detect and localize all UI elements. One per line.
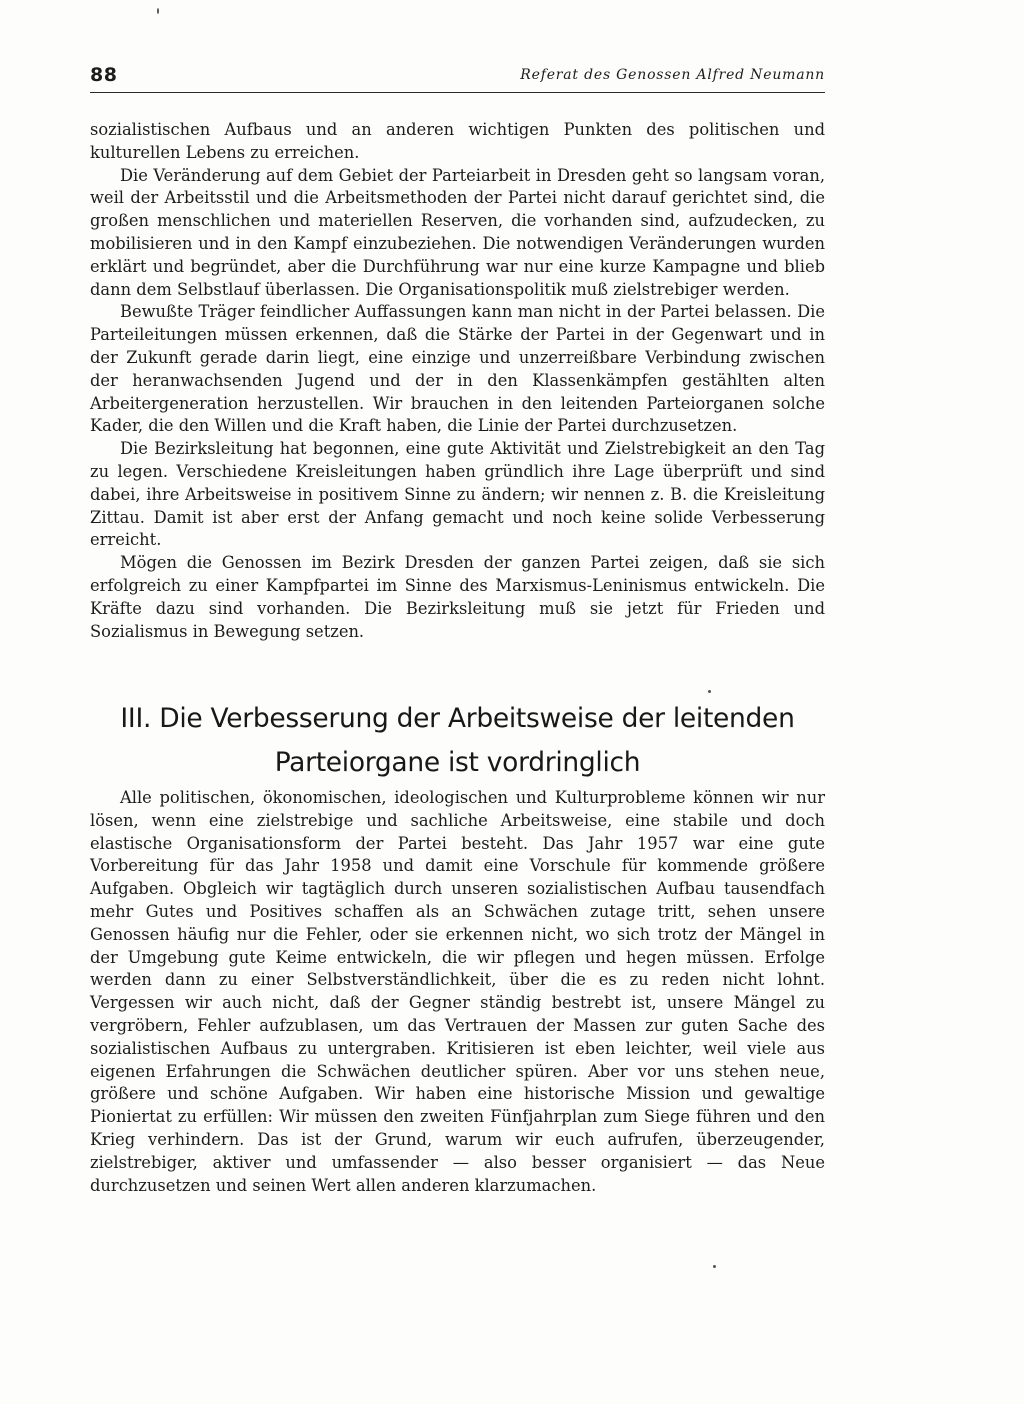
section-heading [90,697,825,785]
section-heading-line: Parteiorgane ist vordringlich [274,747,641,778]
scan-speck [708,690,711,693]
paragraph: Die Bezirksleitung hat begonnen, eine gute Aktivität und Zielstrebigkeit an den Tag zu legen. Verschiedene Kreisleitungen haben gründlich ihre Lage überprüft und sind dabei, ihre Arbeitsweise in positivem Sinne zu ändern; wir nennen z. B. die Kreisleitung Zittau. Damit ist aber erst der Anfang gemacht und noch keine solide Verbesserung erreicht. [90,439,825,550]
lower-text-block [90,787,825,1197]
page-number: 88 [90,64,118,86]
scan-speck [157,8,159,14]
upper-text-block [90,119,825,643]
paragraph: sozialistischen Aufbaus und an anderen wichtigen Punkten des politischen und kulturellen Lebens zu erreichen. [90,120,825,162]
running-head: Referat des Genossen Alfred Neumann [520,67,825,83]
paragraph: Mögen die Genossen im Bezirk Dresden der ganzen Partei zeigen, daß sie sich erfolgreich zu einer Kampfpartei im Sinne des Marxismus-Leninismus entwickeln. Die Kräfte dazu sind vorhanden. Die Bezirksleitung muß sie jetzt für Frieden und Sozialismus in Bewegung setzen. [90,553,825,641]
paragraph: Die Veränderung auf dem Gebiet der Parteiarbeit in Dresden geht so langsam voran, weil der Arbeitsstil und die Arbeitsmethoden der Partei nicht darauf gerichtet sind, die großen menschlichen und materiellen Reserven, die vorhanden sind, aufzudecken, zu mobilisieren und in den Kampf einzubeziehen. Die notwendigen Veränderungen wurden erklärt und begründet, aber die Durchführung war nur eine kurze Kampagne und blieb dann dem Selbstlauf überlassen. Die Organisationspolitik muß zielstrebiger werden. [90,165,825,299]
paragraph: Bewußte Träger feindlicher Auffassungen kann man nicht in der Partei belassen. Die Parteileitungen müssen erkennen, daß die Stärke der Partei in der Gegenwart und in der Zukunft gerade darin liegt, eine einzige und unzerreißbare Verbindung zwischen der heranwachsenden Jugend und der in den Klassenkämpfen gestählten alten Arbeitergeneration herzustellen. Wir brauchen in den leitenden Parteiorganen solche Kader, die den Willen und die Kraft haben, die Linie der Partei durchzusetzen. [90,302,825,436]
paragraph: Alle politischen, ökonomischen, ideologischen und Kulturprobleme können wir nur lösen, wenn eine zielstrebige und sachliche Arbeitsweise, eine stabile und doch elastische Organisationsform der Partei besteht. Das Jahr 1957 war eine gute Vorbereitung für das Jahr 1958 und damit eine Vorschule für kommende größere Aufgaben. Obgleich wir tagtäglich durch unseren sozialistischen Aufbau tausendfach mehr Gutes und Positives schaffen als an Schwächen zutage tritt, sehen unsere Genossen häufig nur die Fehler, oder sie erkennen nicht, wo sich trotz der Mängel in der Umgebung gute Keime entwickeln, die wir pflegen und hegen müssen. Erfolge werden dann zu einer Selbstverständlichkeit, über die es zu reden nicht lohnt. Vergessen wir auch nicht, daß der Gegner ständig bestrebt ist, unsere Mängel zu vergröbern, Fehler aufzublasen, um das Vertrauen der Massen zur guten Sache des sozialistischen Aufbaus zu untergraben. Kritisieren ist eben leichter, weil viele aus eigenen Erfahrungen die Schwächen deutlicher spüren. Aber vor uns stehen neue, größere und schöne Aufgaben. Wir haben eine historische Mission und gewaltige Pioniertat zu erfüllen: Wir müssen den zweiten Fünfjahrplan zum Siege führen und den Krieg verhindern. Das ist der Grund, warum wir euch aufrufen, überzeugender, zielstrebiger, aktiver und umfassender — also besser organisiert — das Neue durchzusetzen und seinen Wert allen anderen klarzumachen. [90,788,825,1195]
section-heading-line: III. Die Verbesserung der Arbeitsweise der leitenden [120,703,795,734]
scan-speck [713,1265,716,1268]
page-header [90,62,825,93]
